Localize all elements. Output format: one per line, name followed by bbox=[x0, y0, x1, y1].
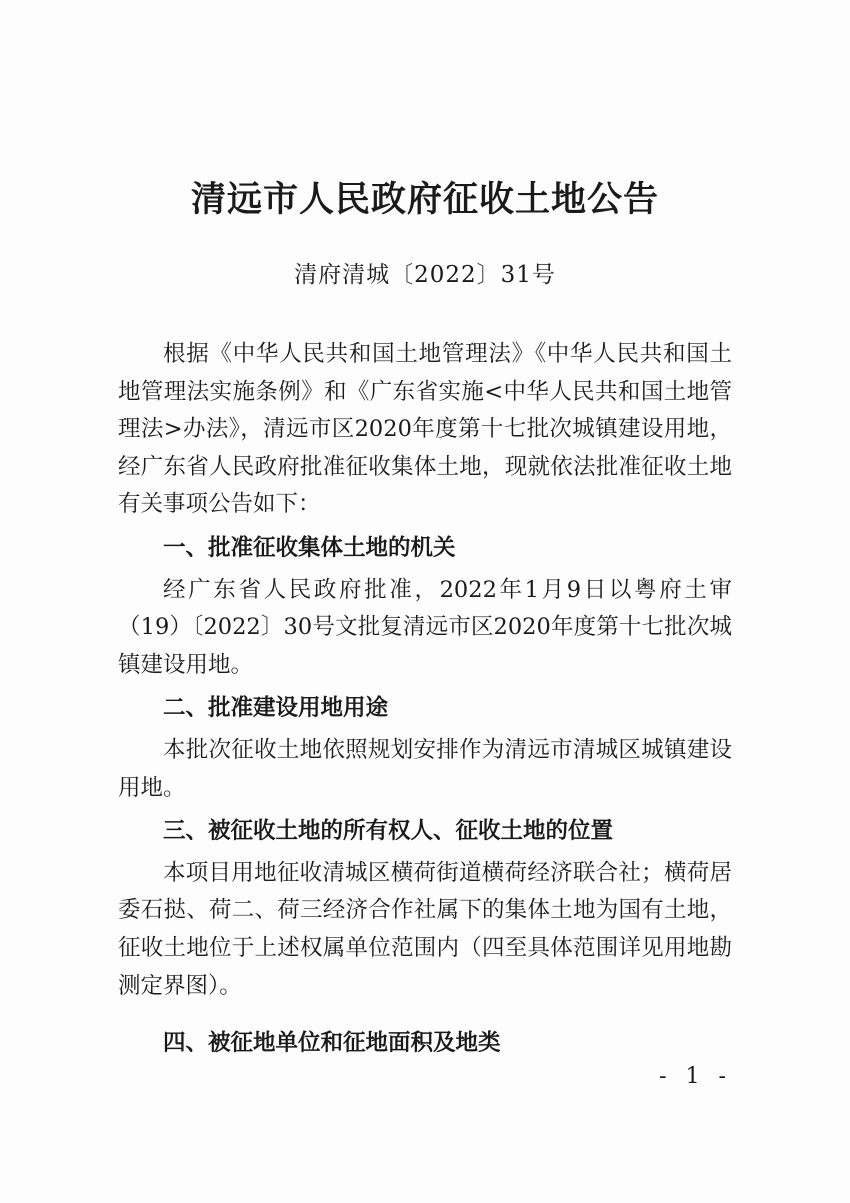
section-text-2: 本批次征收土地依照规划安排作为清远市清城区城镇建设用地。 bbox=[118, 736, 732, 801]
section-text-1: 经广东省人民政府批准，2022年1月9日以粤府土审（19）〔2022〕30号文批复清远市区2020年度第十七批次城镇建设用地。 bbox=[118, 576, 732, 678]
page-title: 清远市人民政府征收土地公告 bbox=[190, 180, 659, 220]
intro-paragraph: 根据《中华人民共和国土地管理法》《中华人民共和国土地管理法实施条例》和《广东省实施<中华人民共和国土地管理法>办法》，清远市区2020年度第十七批次城镇建设用地，经广东省人民政府批准征收集体土地，现就依法批准征收土地有关事项公告如下： bbox=[118, 341, 732, 518]
page-number: - 1 - bbox=[659, 1064, 732, 1089]
section-text-3: 本项目用地征收清城区横荷街道横荷经济联合社；横荷居委石挞、荷二、荷三经济合作社属下的集体土地为国有土地，征收土地位于上述权属单位范围内（四至具体范围详见用地勘测定界图）。 bbox=[118, 859, 732, 999]
document-number: 清府清城〔2022〕31号 bbox=[294, 262, 556, 288]
section-heading-4: 四、被征地单位和征地面积及地类 bbox=[163, 1030, 501, 1057]
section-heading-2: 二、批准建设用地用途 bbox=[163, 695, 389, 722]
section-heading-3: 三、被征收土地的所有权人、征收土地的位置 bbox=[163, 818, 614, 845]
document-body bbox=[118, 336, 732, 1067]
section-heading-1: 一、批准征收集体土地的机关 bbox=[163, 534, 456, 561]
